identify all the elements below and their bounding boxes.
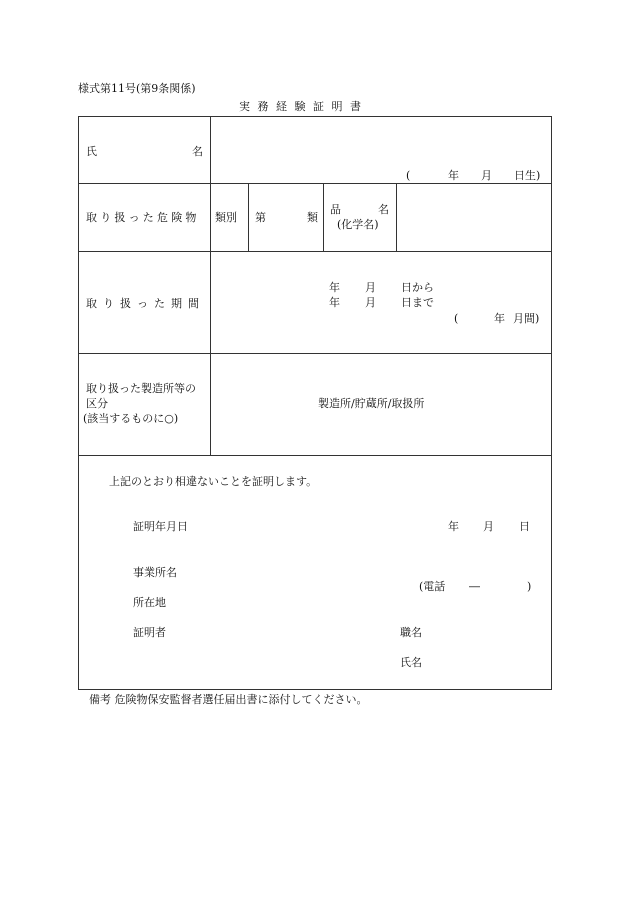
date-month: 月 [483,520,494,533]
facility-label-line3: (該当するものに○) [83,412,179,425]
total-open: ( [454,312,459,325]
from-year: 年 [329,281,340,294]
name-field[interactable] [212,118,550,164]
certifier-name-label: 氏名 [400,656,422,669]
cell-divider [248,183,249,251]
birth-month-label: 月 [481,169,492,182]
name-label-right: 名 [192,145,203,158]
table-border-top [78,116,552,117]
position-label: 職名 [400,626,422,639]
class-suffix: 類 [307,211,318,224]
address-label: 所在地 [133,596,166,609]
total-year: 年 [494,312,505,325]
row-divider [78,353,552,354]
phone-open: (電話 [419,580,446,593]
category-label: 類別 [215,211,237,224]
facility-options[interactable]: 製造所/貯蔵所/取扱所 [318,397,425,410]
product-name-left: 品 [330,203,341,216]
birth-day-label: 日生) [514,169,541,182]
remarks: 備考 危険物保安監督者選任届出書に添付してください。 [89,693,368,706]
facility-label-line1: 取り扱った製造所等の [86,382,196,395]
row-divider [78,455,552,456]
row-divider [78,183,552,184]
phone-dash: ― [469,580,480,593]
period-label: 取り扱った期間 [86,297,205,310]
product-name-field[interactable] [398,185,550,249]
to-day: 日まで [401,296,434,309]
label-column-divider [210,116,211,455]
from-day: 日から [401,281,434,294]
phone-close: ) [527,580,532,593]
office-name-label: 事業所名 [133,566,177,579]
name-label-left: 氏 [86,145,97,158]
to-year: 年 [329,296,340,309]
total-month: 月間) [513,312,540,325]
table-border-left [78,116,79,690]
cell-divider [323,183,324,251]
date-day: 日 [519,520,530,533]
birth-year-label: 年 [448,169,459,182]
facility-label-line2: 区分 [86,397,108,410]
certifier-label: 証明者 [133,626,166,639]
birth-open: ( [406,169,411,182]
cell-divider [396,183,397,251]
table-border-bottom [78,689,552,690]
certification-statement: 上記のとおり相違ないことを証明します。 [109,475,318,488]
date-label: 証明年月日 [133,520,188,533]
product-name-right: 名 [378,203,389,216]
date-year: 年 [448,520,459,533]
chemical-name-label: (化学名) [337,218,379,231]
table-border-right [551,116,552,690]
row-divider [78,251,552,252]
to-month: 月 [365,296,376,309]
page-title: 実 務 経 験 証 明 書 [239,100,363,113]
class-prefix: 第 [255,211,266,224]
form-number: 様式第11号(第9条関係) [78,82,196,95]
from-month: 月 [365,281,376,294]
hazard-label: 取り扱った危険物 [86,211,200,224]
